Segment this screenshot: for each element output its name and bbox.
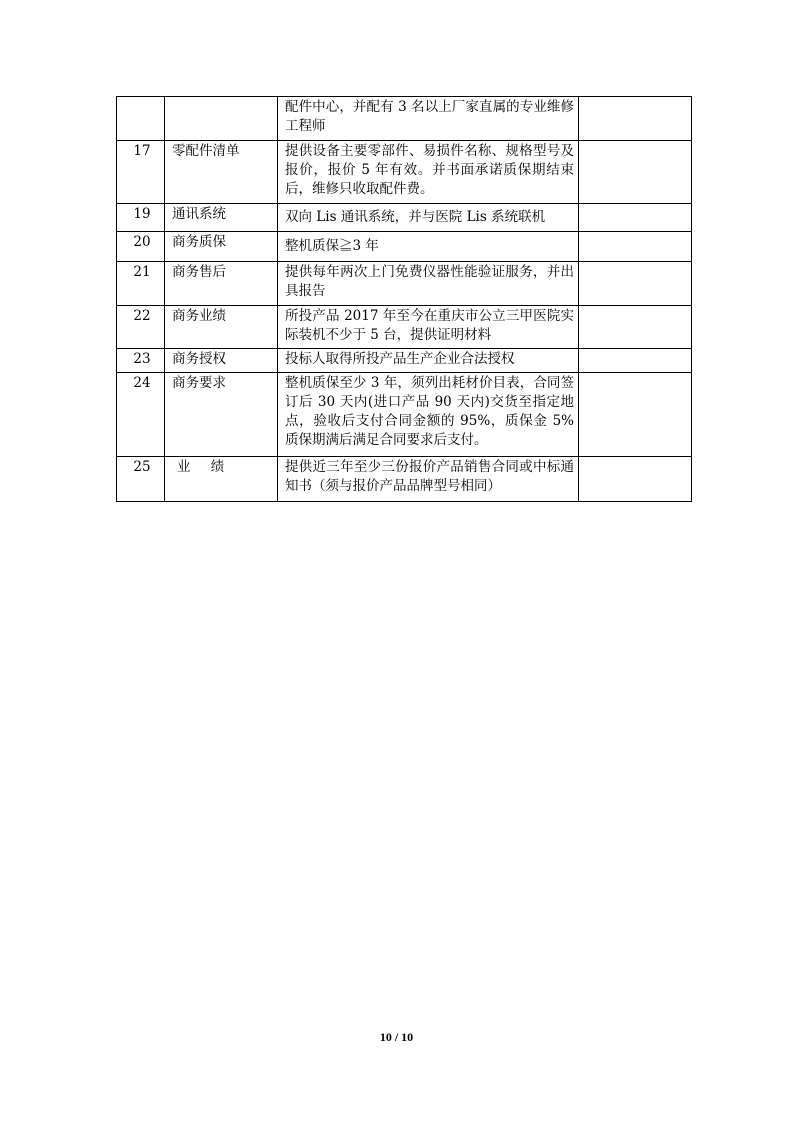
row-remark: [579, 232, 692, 262]
table-row: [117, 97, 692, 141]
row-content: 提供设备主要零部件、易损件名称、规格型号及报价，报价 5 年有效。并书面承诺质保期结束后，维修只收取配件费。: [278, 141, 579, 204]
row-content: 配件中心，并配有 3 名以上厂家直属的专业维修工程师: [278, 97, 579, 141]
row-remark: [579, 262, 692, 306]
row-remark: [579, 97, 692, 141]
row-content: 整机质保至少 3 年，须列出耗材价目表，合同签订后 30 天内(进口产品 90 天内)交货至指定地点，验收后支付合同金额的 95%，质保金 5%质保期满后满足合同要求后支付。: [278, 373, 579, 457]
row-number: 20: [117, 232, 165, 262]
row-number: 25: [117, 457, 165, 502]
row-remark: [579, 141, 692, 204]
row-remark: [579, 457, 692, 502]
row-number: 19: [117, 204, 165, 232]
row-number: 23: [117, 349, 165, 373]
row-content: 双向 Lis 通讯系统，并与医院 Lis 系统联机: [278, 204, 579, 232]
row-number: [117, 97, 165, 141]
row-item: 商务要求: [165, 373, 278, 457]
row-item: 零配件清单: [165, 141, 278, 204]
spec-table: [116, 96, 692, 502]
row-content: 整机质保≧3 年: [278, 232, 579, 262]
row-content: 投标人取得所投产品生产企业合法授权: [278, 349, 579, 373]
row-content: 提供每年两次上门免费仪器性能验证服务，并出具报告: [278, 262, 579, 306]
table-row: [117, 306, 692, 349]
row-item: 商务授权: [165, 349, 278, 373]
page-number: 10 / 10: [379, 1030, 414, 1044]
row-item: 商务售后: [165, 262, 278, 306]
row-remark: [579, 306, 692, 349]
table-row: [117, 262, 692, 306]
row-number: 17: [117, 141, 165, 204]
row-item: 商务质保: [165, 232, 278, 262]
table-row: [117, 373, 692, 457]
row-number: 22: [117, 306, 165, 349]
row-item: 通讯系统: [165, 204, 278, 232]
table-row: [117, 204, 692, 232]
row-item: [165, 97, 278, 141]
table-row: [117, 457, 692, 502]
table-row: [117, 232, 692, 262]
row-number: 21: [117, 262, 165, 306]
row-item: 业绩: [165, 457, 278, 502]
row-remark: [579, 349, 692, 373]
row-content: 所投产品 2017 年至今在重庆市公立三甲医院实际装机不少于 5 台，提供证明材料: [278, 306, 579, 349]
row-item: 商务业绩: [165, 306, 278, 349]
table-row: [117, 349, 692, 373]
row-remark: [579, 204, 692, 232]
row-content: 提供近三年至少三份报价产品销售合同或中标通知书（须与报价产品品牌型号相同）: [278, 457, 579, 502]
row-number: 24: [117, 373, 165, 457]
row-remark: [579, 373, 692, 457]
table-row: [117, 141, 692, 204]
